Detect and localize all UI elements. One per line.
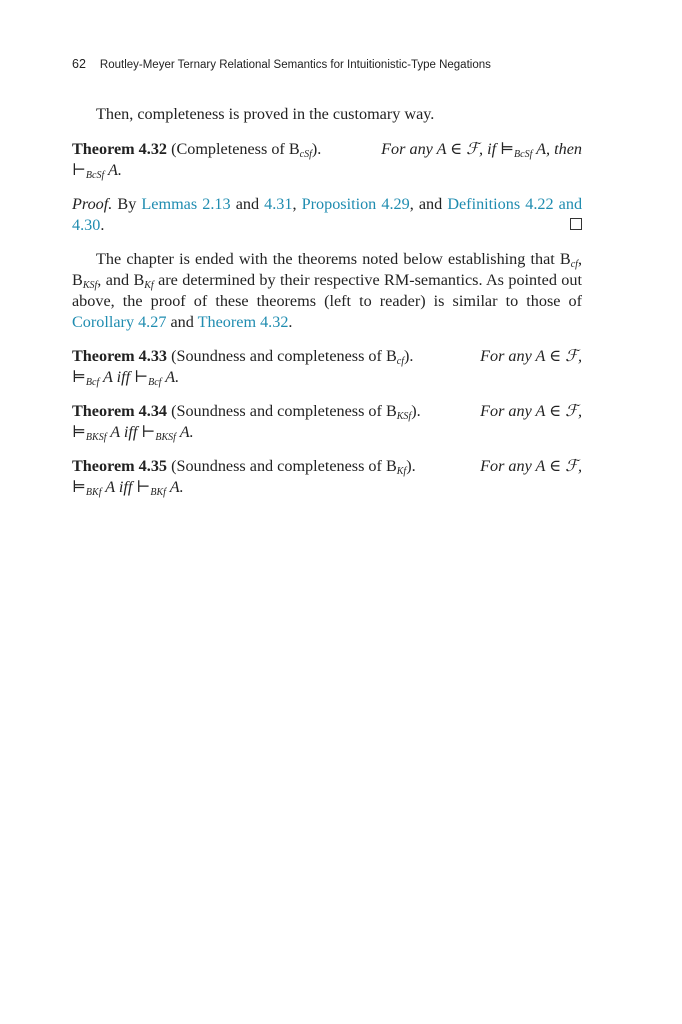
theorem-label: Theorem 4.33 [72, 347, 168, 365]
theorem-statement-line2: $⊢_{BcSf}$ A. [72, 161, 122, 181]
theorem-statement-line2: $⊨_{BKSf}$ A iff $⊢_{BKSf}$ A. [72, 423, 194, 443]
paragraph-intro [72, 104, 582, 125]
qed-symbol [570, 215, 582, 236]
theorem-label: Theorem 4.32 [72, 140, 168, 158]
paragraph-intro-text: Then, completeness is proved in the customary way. [96, 105, 435, 123]
theorem-label: Theorem 4.35 [72, 457, 168, 475]
page-number: 62 [72, 57, 86, 71]
theorem-title: (Soundness and completeness of $B_{cf}$). [171, 347, 414, 367]
theorem-title: (Soundness and completeness of $B_{KSf}$). [171, 402, 421, 422]
theorem-statement-line2: $⊨_{Bcf}$ A iff $⊢_{Bcf}$ A. [72, 368, 180, 388]
link-lemmas-2-13[interactable]: Lemmas 2.13 [141, 195, 231, 213]
theorem-statement: For any A ∈ ℱ, [480, 347, 582, 365]
link-definitions-4-22[interactable]: Definitions 4.22 [447, 195, 554, 213]
paragraph-chapter: The chapter is ended with the theorems noted below establishing that $B_{cf}$, $B_{KSf}$, and $B_{Kf}$ are determined by their respective RM-semantics. As pointed out above, the proof of these theorems (left to reader) is similar to those of Corollary 4.27 and Theorem 4.32. [72, 250, 582, 331]
link-proposition-4-29[interactable]: Proposition 4.29 [301, 195, 410, 213]
theorem-statement: For any A ∈ ℱ, if $⊨_{BcSf}$ A, then [381, 140, 582, 160]
theorem-4-32 [72, 139, 582, 181]
theorem-4-33 [72, 346, 582, 388]
theorem-4-34 [72, 401, 582, 443]
theorem-title: (Soundness and completeness of $B_{Kf}$). [171, 457, 416, 477]
theorem-statement: For any A ∈ ℱ, [480, 457, 582, 475]
running-title: Routley-Meyer Ternary Relational Semantics for Intuitionistic-Type Negations [99, 59, 491, 71]
link-theorem-4-32[interactable]: Theorem 4.32 [197, 313, 289, 331]
theorem-statement: For any A ∈ ℱ, [480, 402, 582, 420]
link-lemma-4-31[interactable]: 4.31 [264, 195, 293, 213]
link-definition-4-30[interactable]: and 4.30 [72, 195, 583, 234]
link-corollary-4-27[interactable]: Corollary 4.27 [72, 313, 167, 331]
theorem-title: (Completeness of $B_{cSf}$). [171, 140, 322, 160]
theorem-statement-line2: $⊨_{BKf}$ A iff $⊢_{BKf}$ A. [72, 478, 184, 498]
proof: Proof. By Lemmas 2.13 and 4.31, Proposition 4.29, and Definitions 4.22 and 4.30. [72, 195, 583, 234]
proof-label: Proof. [72, 195, 113, 213]
running-header [72, 57, 491, 71]
theorem-label: Theorem 4.34 [72, 402, 168, 420]
theorem-4-35 [72, 456, 582, 498]
